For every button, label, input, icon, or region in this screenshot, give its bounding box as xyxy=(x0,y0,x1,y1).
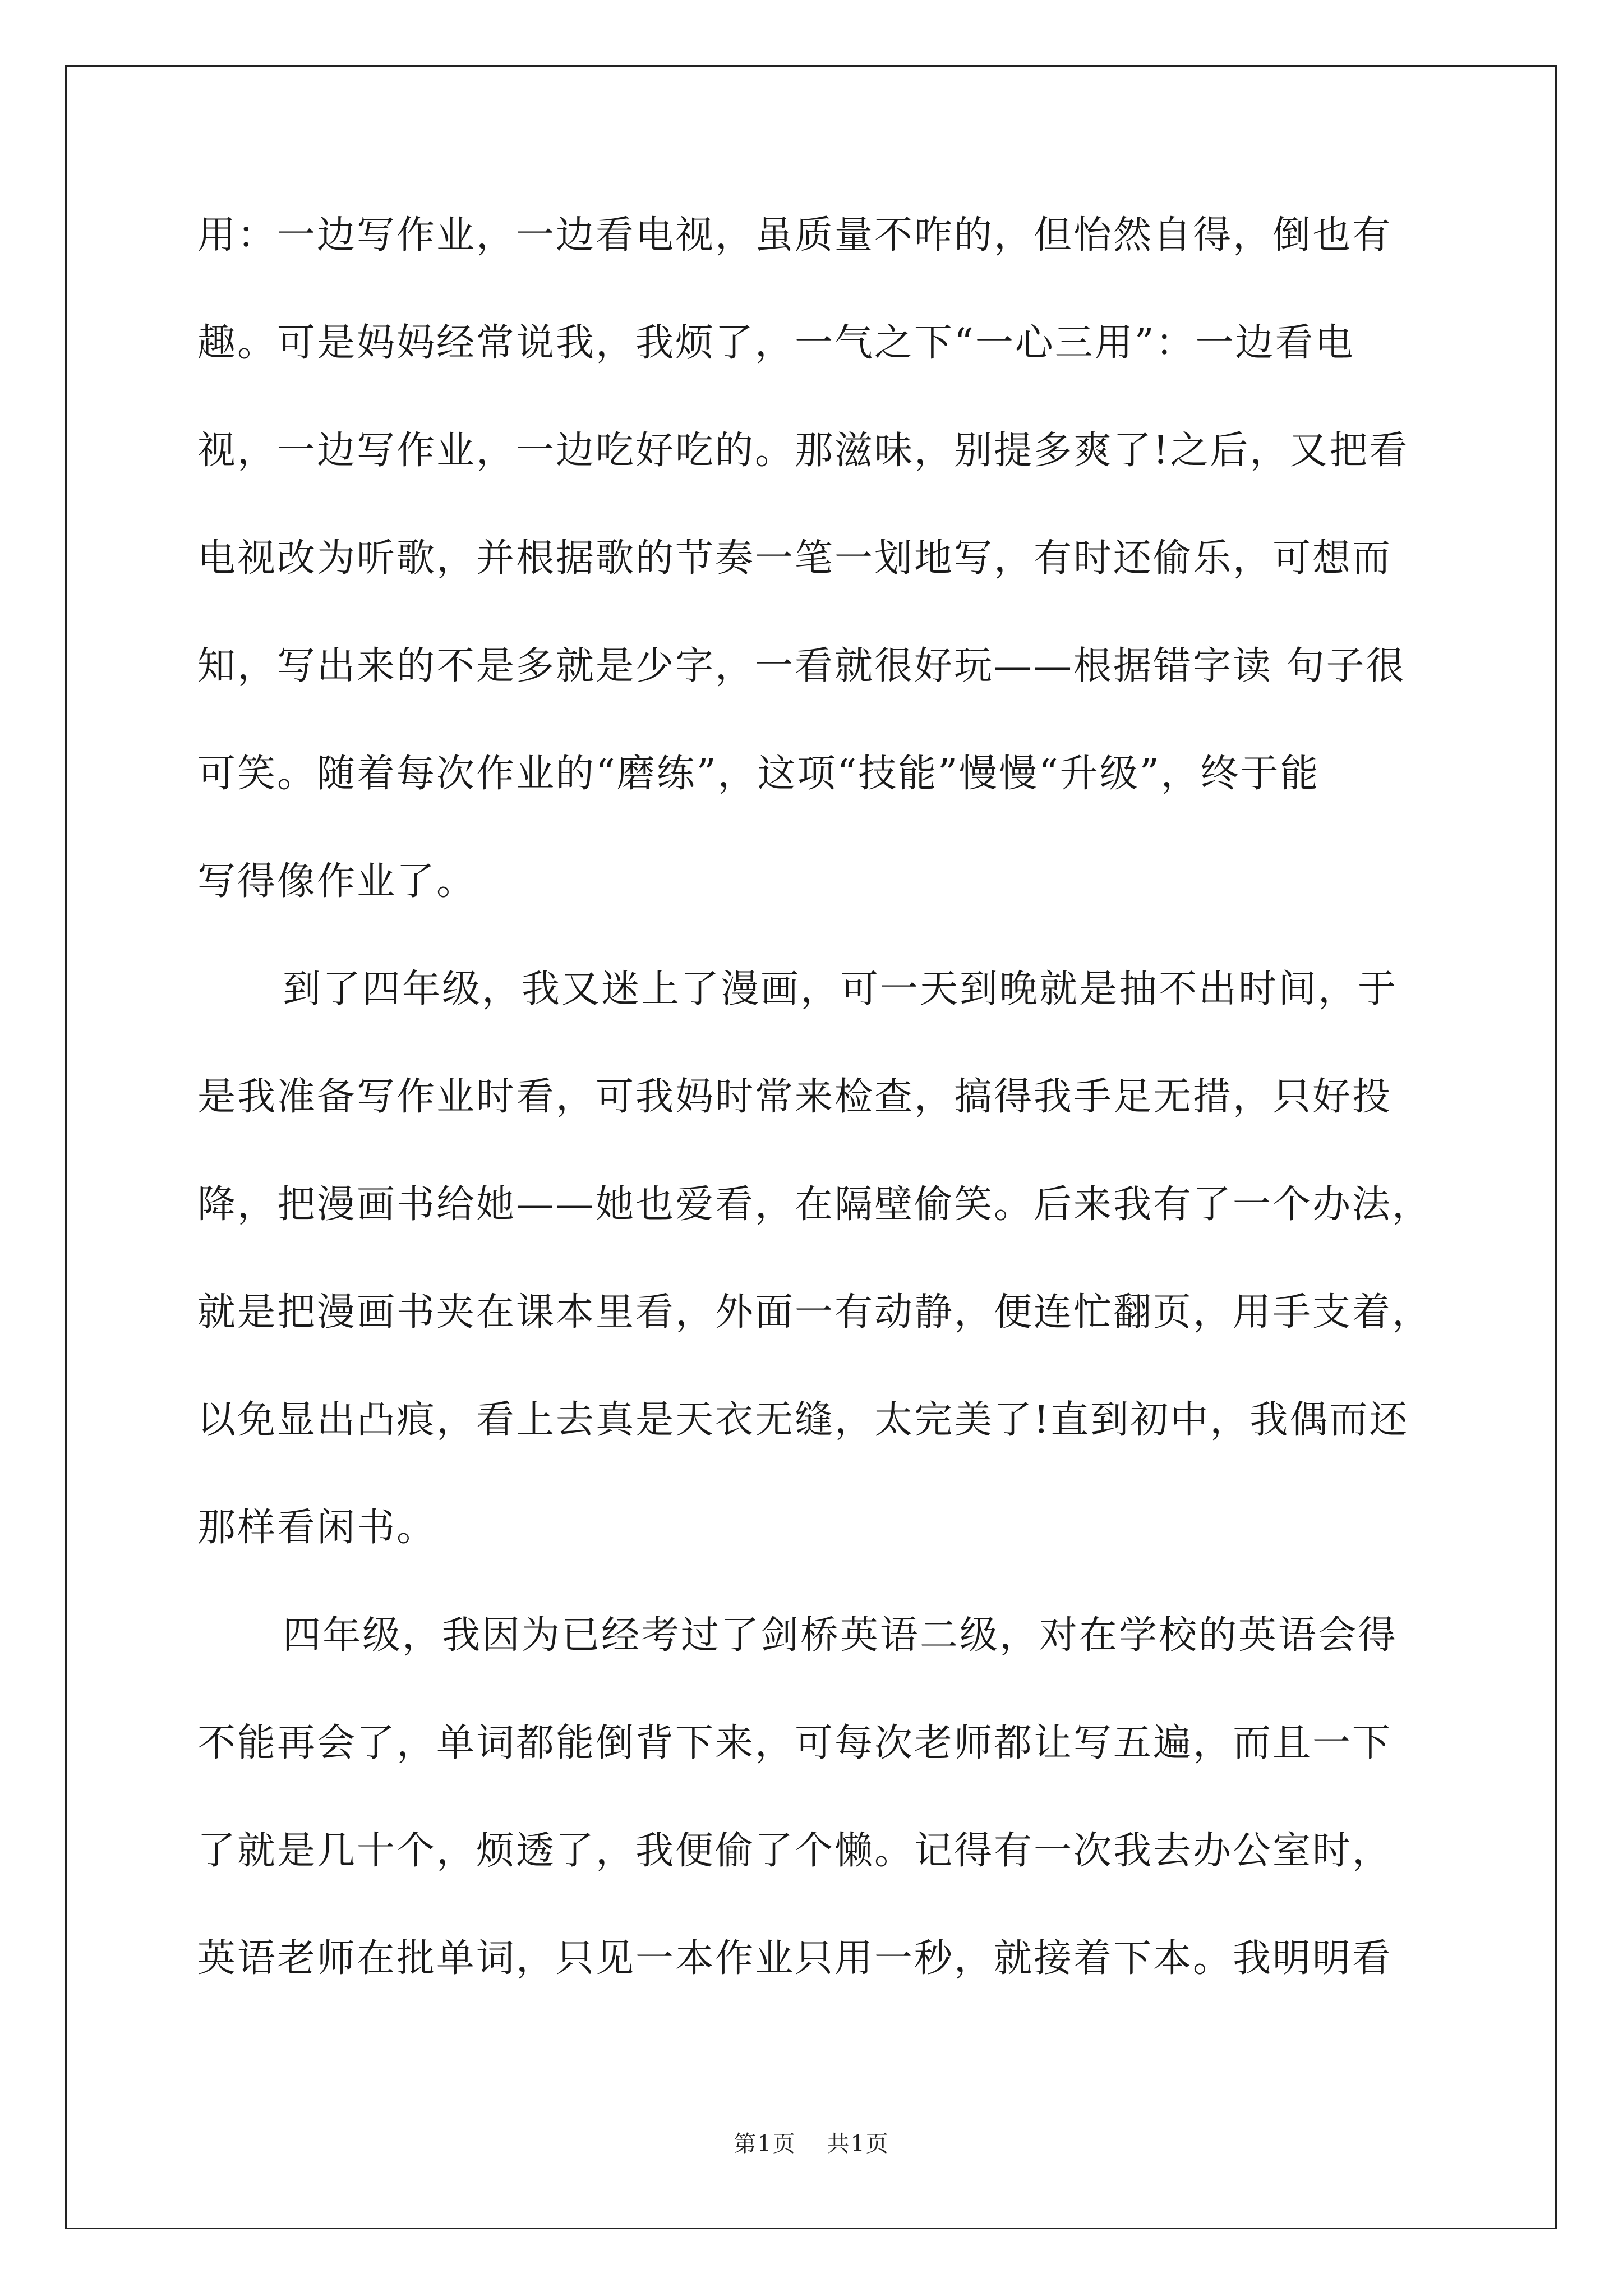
paragraph-2 xyxy=(197,963,1431,1609)
paragraph-1 xyxy=(197,209,1431,963)
document-body xyxy=(197,209,1431,2040)
text-line: 电视改为听歌，并根据歌的节奏一笔一划地写，有时还偷乐，可想而 xyxy=(197,536,1393,581)
text-line: 可笑。随着每次作业的“磨练”，这项“技能”慢慢“升级”，终于能 xyxy=(197,752,1320,796)
text-line: 就是把漫画书夹在课本里看，外面一有动静，便连忙翻页，用手支着， xyxy=(197,1290,1432,1335)
text-line: 以免显出凸痕，看上去真是天衣无缝，太完美了!直到初中，我偶而还 xyxy=(197,1398,1409,1442)
text-line: 视，一边写作业，一边吃好吃的。那滋味，别提多爽了!之后，又把看 xyxy=(197,429,1409,473)
text-line: 写得像作业了。 xyxy=(197,859,477,904)
text-line: 那样看闲书。 xyxy=(197,1506,437,1550)
text-line: 用：一边写作业，一边看电视，虽质量不咋的，但怡然自得，倒也有 xyxy=(197,213,1393,257)
paragraph-3 xyxy=(197,1609,1431,2040)
page-footer xyxy=(0,2126,1623,2158)
page-number: 第1页 xyxy=(734,2131,796,2157)
text-line: 知，写出来的不是多就是少字，一看就很好玩——根据错字读 句子很 xyxy=(197,644,1406,688)
text-line: 四年级，我因为已经考过了剑桥英语二级，对在学校的英语会得 xyxy=(283,1613,1398,1658)
text-line: 到了四年级，我又迷上了漫画，可一天到晚就是抽不出时间，于 xyxy=(283,967,1398,1011)
text-line: 趣。可是妈妈经常说我，我烦了，一气之下“一心三用”：一边看电 xyxy=(197,321,1355,365)
text-line: 不能再会了，单词都能倒背下来，可每次老师都让写五遍，而且一下 xyxy=(197,1721,1393,1765)
text-line: 是我准备写作业时看，可我妈时常来检查，搞得我手足无措，只好投 xyxy=(197,1075,1393,1119)
text-line: 了就是几十个，烦透了，我便偷了个懒。记得有一次我去办公室时， xyxy=(197,1829,1393,1873)
page-total: 共1页 xyxy=(827,2131,889,2157)
text-line: 英语老师在批单词，只见一本作业只用一秒，就接着下本。我明明看 xyxy=(197,1936,1393,1981)
text-line: 降，把漫画书给她——她也爱看，在隔壁偷笑。后来我有了一个办法， xyxy=(197,1182,1432,1227)
